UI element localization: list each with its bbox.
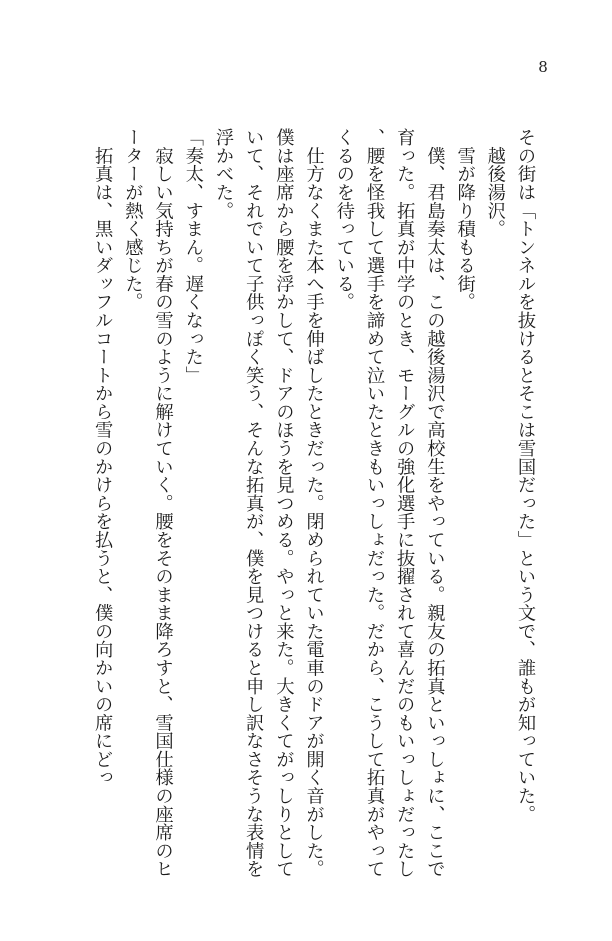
paragraph-dialogue-apology: 「奏太、すまん。遅くなった」 [182, 128, 204, 385]
paragraph-duffle-coat: 拓真は、黒いダッフルコートから雪のかけらを払うと、僕の向かいの席にどっ [92, 128, 114, 787]
paragraph-train-door: 仕方なくまた本へ手を伸ばしたときだった。閉められていた電車のドアが開く音がした。僕は座席から腰を浮かして、ドアのほうを見つめる。やっと来た。大きくてがっしりとしていて、それでいて子供っぽく笑う、そんな拓真が、僕を見つけると申し訳なさそうな表情を浮かべた。 [212, 128, 325, 878]
page-number: 8 [538, 58, 548, 76]
paragraph-snow-town: 雪が降り積もる街。 [454, 128, 476, 311]
paragraph-narrator-intro: 僕、君島奏太は、この越後湯沢で高校生をやっている。親友の拓真といっしょに、ここで育った。拓真が中学のとき、モーグルの強化選手に抜擢されて喜んだのもいっしょだったし、腰を怪我して選手を諦めて泣いたときもいっしょだった。だから、こうして拓真がやってくるのを待っている。 [333, 128, 446, 878]
novel-body-text [60, 128, 540, 888]
paragraph-seat-heater: 寂しい気持ちが春の雪のように解けていく。腰をそのまま降ろすと、雪国仕様の座席のヒーターが熱く感じた。 [122, 128, 174, 878]
paragraph-place-name: 越後湯沢。 [484, 128, 506, 238]
paragraph-opening-line: その街は「トンネルを抜けるとそこは雪国だった」という文で、誰もが知っていた。 [515, 128, 536, 824]
